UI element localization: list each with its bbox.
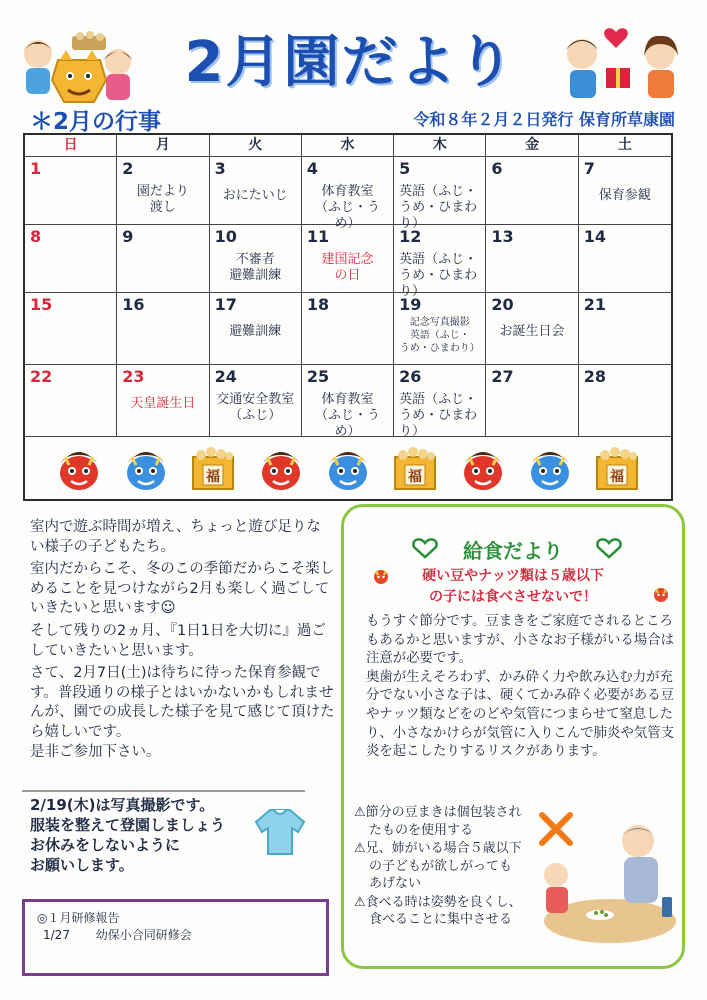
day-number: 16 — [122, 295, 145, 314]
calendar-day — [394, 365, 486, 437]
day-number: 12 — [399, 227, 422, 246]
calendar-day — [302, 225, 394, 293]
calendar-day — [394, 225, 486, 299]
calendar-day — [302, 293, 394, 365]
calendar-day — [25, 293, 117, 365]
day-number: 5 — [399, 159, 411, 178]
calendar-day — [579, 157, 671, 225]
lunch-subtitle: の子には食べさせないで！ — [429, 589, 597, 605]
calendar-day — [579, 225, 671, 293]
event-label: 渡し — [149, 200, 176, 215]
greeting-paragraph: 室内だからこそ、冬のこの季節だからこそ楽しめることを見つけながら2月も楽しく過ごしていきたいと思います☺ — [30, 561, 335, 617]
weekday-header: 月 — [117, 135, 209, 157]
day-number: 7 — [583, 159, 595, 178]
day-number: 6 — [491, 159, 503, 178]
calendar-day — [394, 157, 486, 231]
weekday-header: 火 — [210, 135, 302, 157]
event-label: お誕生日会 — [499, 324, 565, 339]
day-number: 26 — [399, 367, 422, 386]
red-oni-icon — [255, 443, 307, 493]
fuku-masu-icon — [389, 443, 441, 493]
calendar-day — [302, 365, 394, 437]
training-report-title: ◎１月研修報告 — [37, 911, 120, 925]
calendar-day — [302, 157, 394, 231]
day-number: 22 — [30, 367, 53, 386]
red-oni-icon — [53, 443, 105, 493]
event-label: 不審者 — [235, 252, 275, 267]
day-number: 3 — [214, 159, 226, 178]
day-events — [122, 184, 203, 216]
weekday-header: 日 — [25, 135, 117, 157]
lunch-paragraph: もうすぐ節分です。豆まきをご家庭でされるところもあるかと思いますが、小さなお子様がいる場合は注意が必要です。 — [366, 614, 674, 667]
day-events — [584, 188, 666, 204]
greeting-paragraph: さて、2月7日(土)は待ちに待った保育参観です。普段通りの様子とはいかないかもしれませんが、園での成長した様子を見て感じて頂けたら嬉しいです。 — [30, 665, 335, 740]
training-name: 幼保小合同研修会 — [95, 928, 192, 942]
day-number: 23 — [122, 367, 145, 386]
header — [0, 0, 707, 135]
day-events — [215, 324, 296, 340]
event-label: 英語（ふじ・ — [399, 392, 478, 407]
day-number: 8 — [30, 227, 42, 246]
issue-date-publisher: 令和８年２月２日発行 保育所草康園 — [413, 110, 675, 129]
kids-gift-illustration — [556, 22, 696, 104]
weekday-header: 木 — [394, 135, 486, 157]
event-label: うめ・ひまわり） — [399, 408, 478, 439]
calendar-day — [486, 157, 578, 225]
divider — [22, 790, 305, 792]
day-events — [399, 316, 480, 355]
day-events — [215, 252, 296, 284]
event-label: 交通安全教室 — [216, 392, 295, 407]
notice-line: 服装を整えて登園しましょう — [30, 816, 226, 834]
warning-item: ⚠食べる時は姿勢を良くし、食べることに集中させる — [354, 894, 522, 927]
setsubun-decoration-row — [25, 437, 671, 499]
day-number: 27 — [491, 367, 514, 386]
events-calendar — [23, 133, 673, 501]
day-number: 14 — [583, 227, 606, 246]
event-label: 建国記念 — [321, 252, 374, 267]
day-number: 20 — [491, 295, 514, 314]
day-number: 11 — [306, 227, 330, 246]
calendar-day — [25, 225, 117, 293]
lunch-newsletter-box — [341, 504, 685, 969]
greeting-paragraph: 室内で遊ぶ時間が増え、ちょっと遊び足りない様子の子どもたち。 — [30, 519, 321, 555]
calendar-day — [486, 225, 578, 293]
calendar-day — [210, 225, 302, 293]
training-report-entry — [37, 927, 314, 944]
notice-line: お休みをしないように — [30, 836, 181, 854]
fuku-label: 福 — [610, 469, 625, 485]
smock-icon — [252, 806, 308, 858]
weekday-header: 金 — [486, 135, 578, 157]
notice-line: 2/19(木)は写真撮影です。 — [30, 796, 215, 814]
newsletter-title: 2月園だより — [184, 30, 516, 95]
blue-oni-icon — [524, 443, 576, 493]
day-number: 25 — [306, 367, 330, 386]
event-label: 園だより — [136, 184, 189, 199]
day-number: 2 — [122, 159, 134, 178]
day-number: 24 — [214, 367, 237, 386]
warning-item: ⚠節分の豆まきは個包装されたものを使用する — [354, 805, 522, 838]
section-events-label: ＊2月の行事 — [30, 109, 162, 135]
event-label: （ふじ） — [229, 408, 282, 423]
event-label: うめ・ひまわり） — [399, 343, 480, 354]
fuku-masu-icon — [591, 443, 643, 493]
day-number: 18 — [306, 295, 330, 314]
no-nuts-child-illustration — [520, 801, 680, 951]
event-label: 記念写真撮影 — [409, 317, 470, 328]
event-label: 避難訓練 — [229, 324, 282, 339]
day-number: 19 — [399, 295, 422, 314]
calendar-day — [394, 293, 486, 365]
calendar-day — [579, 293, 671, 365]
blue-oni-icon — [120, 443, 172, 493]
event-label: （ふじ・うめ） — [314, 408, 380, 439]
event-label: 天皇誕生日 — [130, 396, 196, 411]
day-number: 10 — [214, 227, 237, 246]
day-events — [307, 392, 388, 440]
day-number: 28 — [583, 367, 606, 386]
day-number: 17 — [214, 295, 237, 314]
day-events — [215, 188, 296, 204]
event-label: 保育参観 — [598, 188, 651, 203]
kids-oni-illustration — [14, 30, 144, 108]
calendar-day — [486, 293, 578, 365]
day-events — [399, 392, 480, 440]
day-events — [215, 392, 296, 424]
training-report-box — [22, 899, 329, 976]
event-label: 避難訓練 — [229, 268, 282, 283]
fuku-label: 福 — [408, 469, 423, 485]
calendar-day — [117, 365, 209, 437]
calendar-day — [210, 157, 302, 225]
event-label: 英語（ふじ・ — [409, 330, 470, 341]
weekday-header: 水 — [302, 135, 394, 157]
heart-leaf-icon — [594, 537, 624, 559]
calendar-day — [210, 293, 302, 365]
day-events — [307, 252, 388, 284]
event-label: うめ・ひまわり） — [399, 200, 478, 231]
blue-oni-icon — [322, 443, 374, 493]
calendar-day — [486, 365, 578, 437]
event-label: 英語（ふじ・ — [399, 184, 478, 199]
calendar-day — [117, 157, 209, 225]
weekday-header: 土 — [579, 135, 671, 157]
lunch-body — [366, 613, 681, 762]
calendar-day — [117, 293, 209, 365]
day-number: 9 — [122, 227, 134, 246]
fuku-label: 福 — [206, 469, 221, 485]
day-number: 15 — [30, 295, 53, 314]
day-number: 1 — [30, 159, 42, 178]
calendar-day — [25, 157, 117, 225]
greeting-paragraph: 是非ご参加下さい。 — [30, 743, 161, 760]
event-label: （ふじ・うめ） — [314, 200, 380, 231]
event-label: 英語（ふじ・ — [399, 252, 478, 267]
day-events — [491, 324, 572, 340]
greeting-text — [30, 518, 335, 765]
oni-face-icon — [652, 585, 670, 603]
calendar-day — [210, 365, 302, 437]
day-events — [122, 396, 203, 412]
event-label: 体育教室 — [321, 392, 374, 407]
red-oni-icon — [457, 443, 509, 493]
day-number: 21 — [583, 295, 606, 314]
lunch-subtitle: 硬い豆やナッツ類は５歳以下 — [422, 568, 604, 584]
calendar-day — [25, 365, 117, 437]
day-number: 13 — [491, 227, 514, 246]
warning-list — [354, 804, 522, 930]
training-date: 1/27 — [43, 928, 70, 942]
warning-item: ⚠兄、姉がいる場合５歳以下の子どもが欲しがってもあげない — [354, 841, 522, 891]
day-number: 4 — [306, 159, 318, 178]
event-label: うめ・ひまわり） — [399, 268, 478, 299]
event-label: おにたいじ — [222, 188, 288, 203]
calendar-day — [579, 365, 671, 437]
greeting-paragraph: そして残りの2ヵ月、『1日1日を大切に』過ごしていきたいと思います。 — [30, 622, 326, 659]
fuku-masu-icon — [187, 443, 239, 493]
event-label: 体育教室 — [321, 184, 374, 199]
lunch-paragraph: 奥歯が生えそろわず、かみ砕く力や飲み込む力が充分でない小さな子は、硬くてかみ砕く必要がある豆やナッツ類などをのどや気管につまらせて窒息したり、小さなかけらが気管に入りこんで肺炎や気管支炎を起こしたりするリスクがあります。 — [366, 669, 674, 760]
calendar-day — [117, 225, 209, 293]
photo-day-notice — [30, 795, 280, 875]
event-label: の日 — [334, 268, 361, 283]
notice-line: お願いします。 — [30, 856, 134, 874]
lunch-title: 給食だより — [463, 539, 563, 563]
